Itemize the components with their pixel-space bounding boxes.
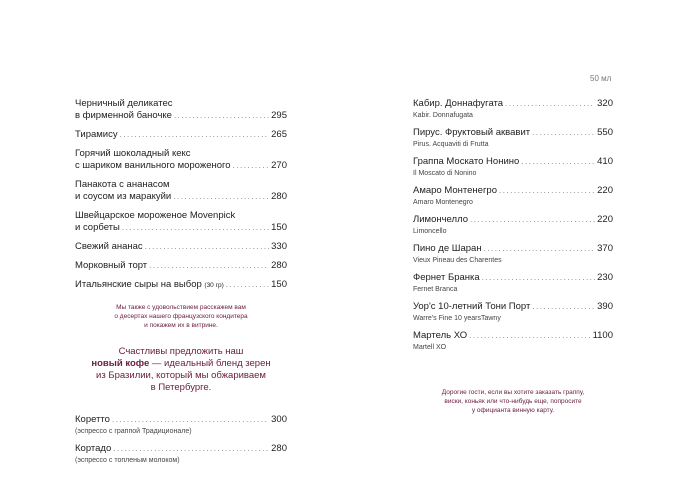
note-line: у официанта винную карту. [471,407,555,414]
spirit-item [413,214,613,236]
spirit-name: Граппа Москато Нонино [413,156,520,167]
spirit-name: Пирус. Фруктовый аквавит [413,127,531,138]
dessert-name: в фирменной баночке [75,110,172,121]
spirit-name: Мартель ХО [413,330,468,341]
dessert-item [75,129,287,141]
leader-dots [505,98,595,110]
spirit-name: Уор'с 10-летний Тони Порт [413,301,531,312]
leader-dots [484,243,596,255]
dessert-price: 330 [271,241,287,252]
spirit-original-name: Limoncello [413,228,447,235]
dessert-item [75,179,287,203]
spirit-name: Лимончелло [413,214,468,225]
dessert-name: Швейцарское мороженое Movenpick [75,210,236,221]
spirit-original-name: Vieux Pineau des Charentes [413,257,502,264]
volume-label: 50 мл [590,74,612,83]
pastry-note [75,303,287,330]
leader-dots [173,191,269,203]
leader-dots [532,127,595,139]
dessert-item [75,148,287,172]
dessert-name: Черничный деликатес [75,98,173,109]
note-line: Мы также с удовольствием расскажем вам [116,304,246,311]
coffee-name: Кортадо [75,443,112,454]
dessert-price: 295 [271,110,287,121]
leader-dots [174,110,269,122]
dessert-item [75,241,287,253]
spirit-original-name: Il Moscato di Nonino [413,170,477,177]
note-line: Дорогие гости, если вы хотите заказать граппу, [441,389,585,396]
dessert-item [75,98,287,122]
promo-line: в Петербурге. [150,382,212,393]
guest-note [413,388,613,415]
spirit-original-name: Martell XO [413,344,447,351]
spirit-original-name: Pirus. Acquaviti di Frutta [413,141,489,148]
dessert-name: с шариком ванильного мороженого [75,160,231,171]
coffee-item [75,443,287,465]
leader-dots [226,279,269,291]
leader-dots [149,260,269,272]
spirit-item [413,272,613,294]
spirit-item [413,185,613,207]
dessert-price: 150 [271,222,287,233]
promo-highlight: новый кофе [91,358,150,369]
dessert-portion: (30 гр) [204,282,224,289]
dessert-price: 280 [271,191,287,202]
spirit-item [413,330,613,352]
spirit-price: 390 [597,301,613,312]
spirit-item [413,127,613,149]
dessert-item [75,279,287,292]
coffee-name: Коретто [75,414,110,425]
promo-line: Счастливы предложить наш [118,346,244,357]
coffee-promo [75,346,287,394]
leader-dots [145,241,269,253]
spirit-price: 230 [597,272,613,283]
spirit-price: 1100 [592,330,613,341]
spirit-original-name: Fernet Branca [413,286,458,293]
leader-dots [113,443,269,455]
dessert-price: 280 [271,260,287,271]
leader-dots [469,330,590,342]
leader-dots [470,214,595,226]
spirit-item [413,243,613,265]
dessert-price: 270 [271,160,287,171]
leader-dots [112,414,269,426]
dessert-name: Панакота с ананасом [75,179,170,190]
promo-line [75,358,287,370]
leader-dots [120,129,270,141]
dessert-name: и соусом из маракуйи [75,191,172,202]
leader-dots [532,301,595,313]
coffee-description: (эспрессо с граппой Традиционале) [75,428,192,435]
leader-dots [521,156,595,168]
spirit-original-name: Kabir. Donnafugata [413,112,473,119]
spirit-price: 320 [597,98,613,109]
left-column [75,98,287,472]
spirit-price: 220 [597,185,613,196]
spirit-price: 410 [597,156,613,167]
spirit-original-name: Warre's Fine 10 yearsTawny [413,315,501,322]
dessert-name: Итальянские сыры на выбор [75,279,202,290]
spirit-name: Амаро Монтенегро [413,185,497,196]
dessert-name: и сорбеты [75,222,120,233]
dessert-name: Морковный торт [75,260,148,271]
spirit-name: Фернет Бранка [413,272,480,283]
leader-dots [122,222,269,234]
dessert-price: 265 [271,129,287,140]
promo-line: из Бразилии, который мы обжариваем [96,370,266,381]
dessert-item [75,210,287,234]
leader-dots [499,185,595,197]
dessert-item [75,260,287,272]
spirit-name: Пино де Шаран [413,243,482,254]
spirit-price: 550 [597,127,613,138]
note-line: виски, коньяк или что-нибудь еще, попросите [444,398,582,405]
dessert-name: Горячий шоколадный кекс [75,148,191,159]
coffee-item [75,414,287,436]
note-line: и покажем их в витрине. [144,322,218,329]
spirit-original-name: Amaro Montenegro [413,199,473,206]
note-line: о десертах нашего французского кондитера [114,313,248,320]
coffee-description: (эспрессо с топленым молоком) [75,457,180,464]
spirit-name: Кабир. Доннафугата [413,98,504,109]
spirit-item [413,156,613,178]
dessert-name: Свежий ананас [75,241,143,252]
coffee-price: 280 [271,443,287,454]
leader-dots [482,272,595,284]
spirit-item [413,98,613,120]
dessert-price: 150 [271,279,287,290]
spirit-item [413,301,613,323]
leader-dots [233,160,270,172]
dessert-name: Тирамису [75,129,118,140]
right-column [413,98,613,415]
spirit-price: 370 [597,243,613,254]
spirit-price: 220 [597,214,613,225]
promo-text: — идеальный бленд зерен [149,358,271,369]
coffee-price: 300 [271,414,287,425]
